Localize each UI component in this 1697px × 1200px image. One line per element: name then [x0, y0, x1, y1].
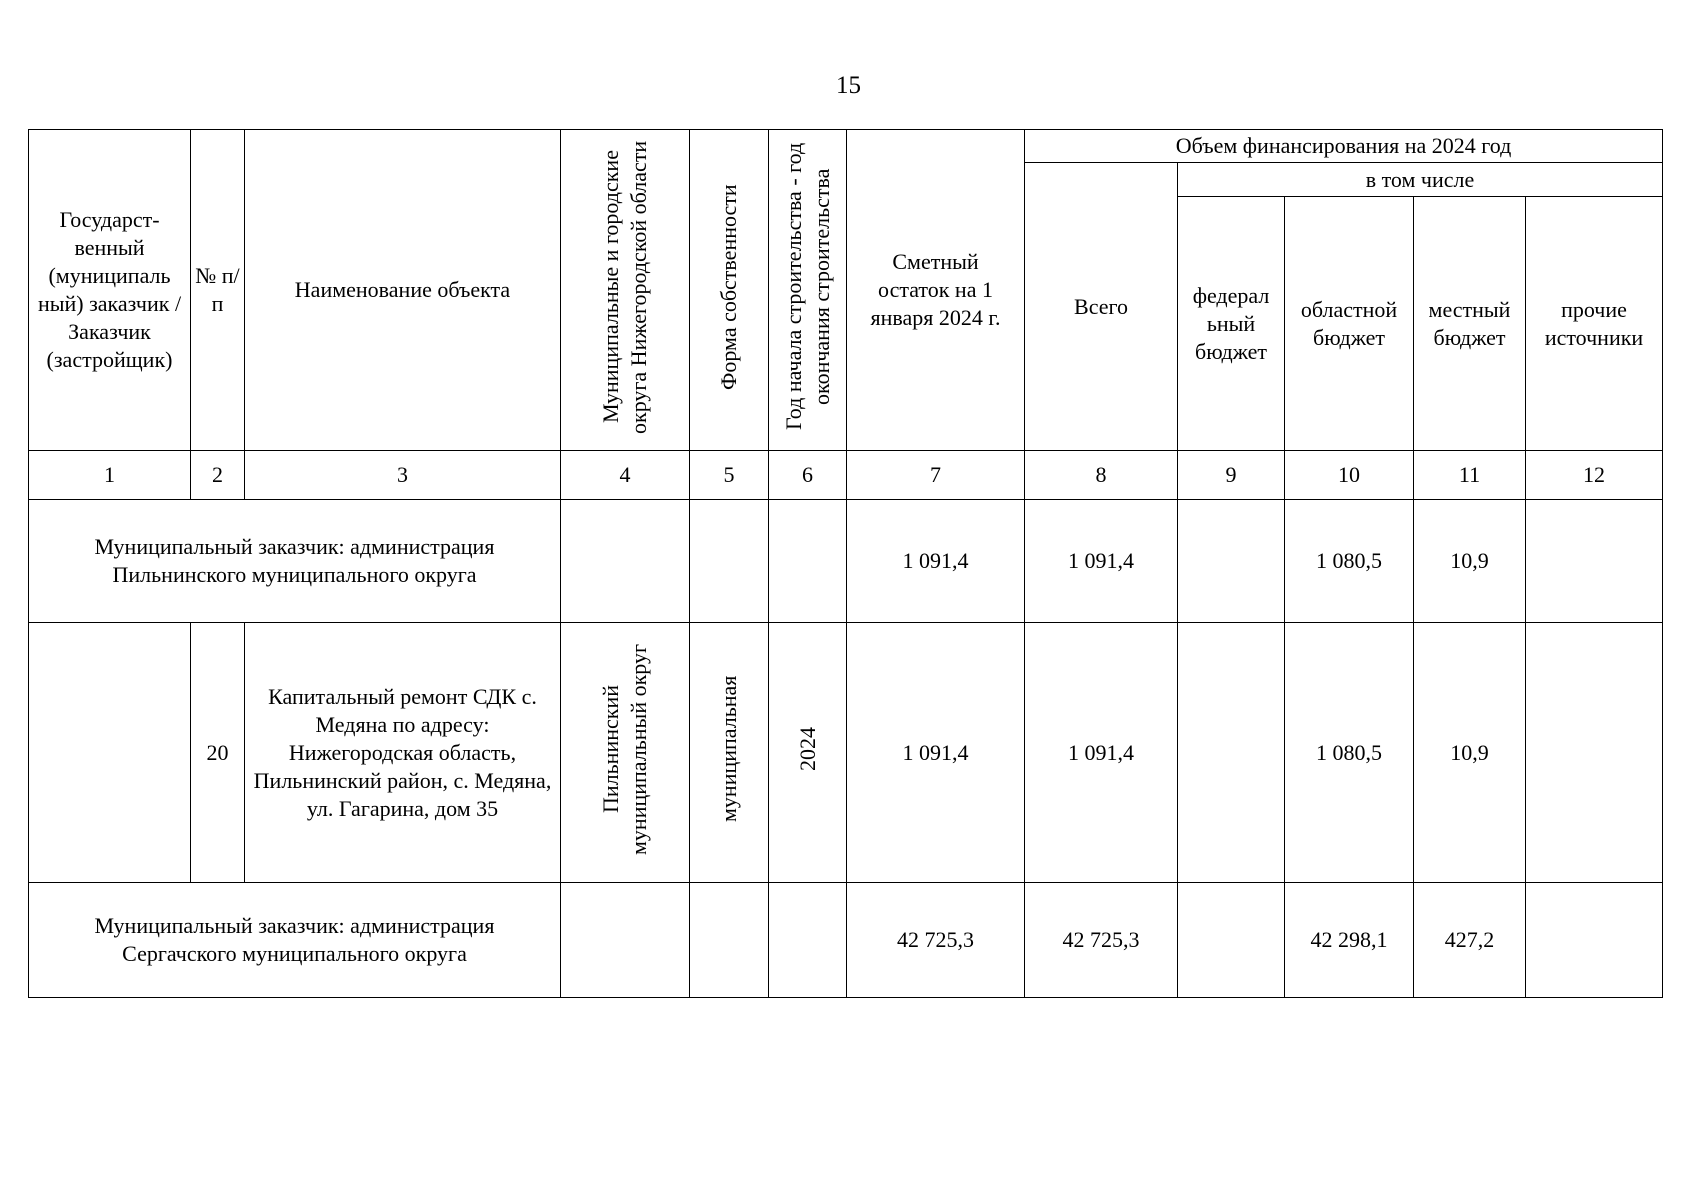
object-estimate: 1 091,4: [847, 623, 1025, 883]
group-local: 427,2: [1414, 883, 1526, 998]
group-total: 1 091,4: [1025, 500, 1178, 623]
header-regional: областной бюджет: [1285, 197, 1414, 451]
header-local: местный бюджет: [1414, 197, 1526, 451]
group-ownership: [690, 883, 769, 998]
object-federal: [1178, 623, 1285, 883]
column-number: 5: [690, 451, 769, 500]
group-federal: [1178, 500, 1285, 623]
header-total: Всего: [1025, 163, 1178, 451]
group-local: 10,9: [1414, 500, 1526, 623]
table-row-object: [29, 623, 1663, 883]
object-municipality: [561, 623, 690, 883]
group-customer: Муниципальный заказчик: администрация Пильнинского муниципального округа: [29, 500, 561, 623]
column-number: 1: [29, 451, 191, 500]
group-regional: 1 080,5: [1285, 500, 1414, 623]
object-years: [769, 623, 847, 883]
page-number: 15: [836, 72, 861, 99]
header-number: № п/п: [191, 130, 245, 451]
object-years-text: 2024: [794, 727, 820, 771]
column-number: 7: [847, 451, 1025, 500]
column-number: 10: [1285, 451, 1414, 500]
header-financing-group: Объем финансирования на 2024 год: [1025, 130, 1663, 163]
column-number: 12: [1526, 451, 1663, 500]
header-years-text: Год начала строительства - год окончания строительства: [780, 142, 834, 431]
object-customer: [29, 623, 191, 883]
group-years: [769, 500, 847, 623]
group-customer: Муниципальный заказчик: администрация Сергачского муниципального округа: [29, 883, 561, 998]
column-number: 11: [1414, 451, 1526, 500]
header-object-name: Наименование объекта: [245, 130, 561, 451]
table-row-group-sergach: [29, 883, 1663, 998]
object-other: [1526, 623, 1663, 883]
object-municipality-text: Пильнинский муниципальный округ: [598, 643, 651, 855]
column-number: 3: [245, 451, 561, 500]
group-municipality: [561, 883, 690, 998]
header-federal: федерал ьный бюджет: [1178, 197, 1285, 451]
object-ownership: [690, 623, 769, 883]
header-municipality: [561, 130, 690, 451]
column-number: 4: [561, 451, 690, 500]
group-regional: 42 298,1: [1285, 883, 1414, 998]
object-number: 20: [191, 623, 245, 883]
column-number: 8: [1025, 451, 1178, 500]
group-municipality: [561, 500, 690, 623]
object-regional: 1 080,5: [1285, 623, 1414, 883]
object-total: 1 091,4: [1025, 623, 1178, 883]
column-number: 9: [1178, 451, 1285, 500]
header-estimate: Сметный остаток на 1 января 2024 г.: [847, 130, 1025, 451]
header-customer: Государст-венный (муниципаль ный) заказчик / Заказчик (застройщик): [29, 130, 191, 451]
header-other: прочие источники: [1526, 197, 1663, 451]
group-ownership: [690, 500, 769, 623]
column-number: 2: [191, 451, 245, 500]
group-other: [1526, 883, 1663, 998]
table-row-group-pilna: [29, 500, 1663, 623]
header-ownership-text: Форма собственности: [716, 183, 741, 390]
group-total: 42 725,3: [1025, 883, 1178, 998]
financing-table: [28, 129, 1663, 998]
header-ownership: [690, 130, 769, 451]
group-estimate: 1 091,4: [847, 500, 1025, 623]
group-estimate: 42 725,3: [847, 883, 1025, 998]
column-number: 6: [769, 451, 847, 500]
object-local: 10,9: [1414, 623, 1526, 883]
header-municipality-text: Муниципальные и городские округа Нижегородской области: [598, 139, 651, 434]
group-years: [769, 883, 847, 998]
group-federal: [1178, 883, 1285, 998]
group-other: [1526, 500, 1663, 623]
header-including-group: в том числе: [1178, 163, 1663, 197]
header-years: [769, 130, 847, 451]
object-name: Капитальный ремонт СДК с. Медяна по адресу: Нижегородская область, Пильнинский район, с. Медяна, ул. Гагарина, дом 35: [245, 623, 561, 883]
object-ownership-text: муниципальная: [716, 675, 741, 823]
